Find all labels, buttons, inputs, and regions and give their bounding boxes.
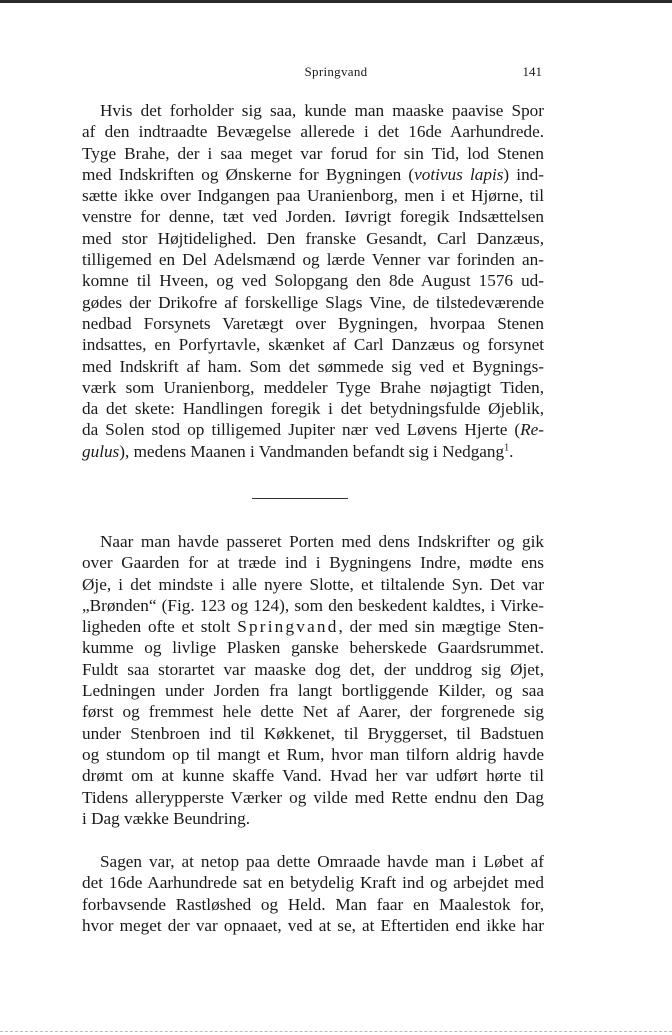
- text-line: over Gaarden for at træde ind i Bygningens Indre, mødte ens: [82, 553, 544, 573]
- paragraph-uranienborg-stone: [82, 100, 544, 462]
- paragraph-sixteenth-century: [82, 851, 544, 936]
- text-line: venstre for denne, tæt ved Jorden. Iøvrigt foregik Indsættelsen: [82, 207, 544, 227]
- paragraph-fountain-description: [82, 531, 544, 829]
- running-header-title: Springvand: [304, 64, 368, 79]
- text-line: Ledningen under Jorden fra langt bortliggende Kilder, og saa: [82, 681, 544, 701]
- spaced-keyword: Springvand: [237, 617, 339, 637]
- text-line: [82, 164, 544, 185]
- text-line: af den indtraadte Bevægelse allerede i det 16de Aarhundrede.: [82, 122, 544, 142]
- text-line: i Dag vække Beundring.: [82, 808, 251, 828]
- text-line: værk som Uranienborg, meddeler Tyge Brahe nøjagtigt Tiden,: [82, 377, 544, 397]
- italic-star-name: gulus: [82, 441, 120, 461]
- text-line: indsattes, en Porfyrtavle, skænket af Carl Danzæus og forsynet: [82, 335, 544, 355]
- text-segment: ) ind-: [503, 164, 544, 184]
- text-line: Hvis det forholder sig saa, kunde man maaske paavise Spor: [100, 101, 544, 120]
- text-line: og stundom op til mangt et Rum, hvor man tilforn aldrig havde: [82, 744, 544, 764]
- text-line: komne til Hveen, og ved Solopgang den 8de August 1576 ud-: [82, 271, 544, 291]
- page-top-edge: [0, 0, 672, 3]
- text-line: Fuldt saa storartet var maaske dog det, der unddrog sig Øjet,: [82, 659, 544, 679]
- text-line: hvor meget der var opnaaet, ved at se, at Eftertiden end ikke har: [82, 915, 544, 935]
- italic-latin-phrase: votivus lapis: [414, 164, 504, 184]
- text-line: drømt om at kunne skaffe Vand. Hvad her var udført hørte til: [82, 766, 544, 786]
- text-line: [82, 419, 544, 440]
- text-line: Øje, i det mindste i alle nyere Slotte, et tiltalende Syn. Det var: [82, 574, 544, 594]
- text-segment: ), medens Maanen i Vandmanden befandt sig i Nedgang: [119, 441, 505, 461]
- text-line: da det skete: Handlingen foregik i det betydningsfulde Øjeblik,: [82, 399, 544, 419]
- text-segment: .: [509, 441, 514, 461]
- text-line: tilligemed en Del Adelsmænd og lærde Venner var forinden an-: [82, 250, 544, 270]
- text-line: Sagen var, at netop paa dette Omraade havde man i Løbet af: [100, 852, 544, 871]
- footnote-marker: 1: [504, 442, 510, 454]
- text-line: med Indskrift af ham. Som det sømmede sig ved et Bygnings-: [82, 356, 544, 376]
- text-line: under Stenbroen ind til Køkkenet, til Bryggerset, til Badstuen: [82, 723, 544, 743]
- italic-star-name: Re-: [520, 420, 544, 440]
- text-line: det 16de Aarhundrede sat en betydelig Kraft ind og arbejdet med: [82, 873, 544, 893]
- text-line: kumme og livlige Plasken ganske beherskede Gaardsrummet.: [82, 638, 544, 658]
- text-line: [82, 616, 544, 637]
- text-line: Naar man havde passeret Porten med dens Indskrifter og gik: [100, 532, 544, 551]
- text-line: med stor Højtidelighed. Den franske Gesandt, Carl Danzæus,: [82, 228, 544, 248]
- text-segment: med Indskriften og Ønskerne for Bygningen (: [82, 164, 415, 184]
- text-segment: da Solen stod op tilligemed Jupiter nær ved Løvens Hjerte (: [82, 420, 521, 440]
- text-line: [82, 441, 544, 462]
- page-bottom-edge: [0, 1031, 672, 1032]
- text-line: Tyge Brahe, der i saa meget var forud for sin Tid, lod Stenen: [82, 143, 544, 163]
- text-line: forbavsende Rastløshed og Held. Man faar en Maalestok for,: [82, 894, 544, 914]
- text-line: først og fremmest hele dette Net af Aarer, der forgrenede sig: [82, 702, 544, 722]
- text-line: nedbad Forsynets Varetægt over Bygningen, hvorpaa Stenen: [82, 313, 544, 333]
- text-line: „Brønden“ (Fig. 123 og 124), som den beskedent kaldtes, i Virke-: [82, 595, 544, 615]
- text-line: Tidens allerypperste Værker og vilde med Rette endnu den Dag: [82, 787, 544, 807]
- text-line: sætte ikke over Indgangen paa Uranienborg, men i et Hjørne, til: [82, 186, 544, 206]
- text-segment: ligheden ofte et stolt: [82, 617, 238, 637]
- section-divider: [252, 498, 348, 499]
- text-segment: , der med sin mægtige Sten-: [338, 617, 544, 637]
- text-line: gødes der Drikofre af forskellige Slags Vine, de tilstedeværende: [82, 292, 544, 312]
- page-number: 141: [522, 64, 542, 79]
